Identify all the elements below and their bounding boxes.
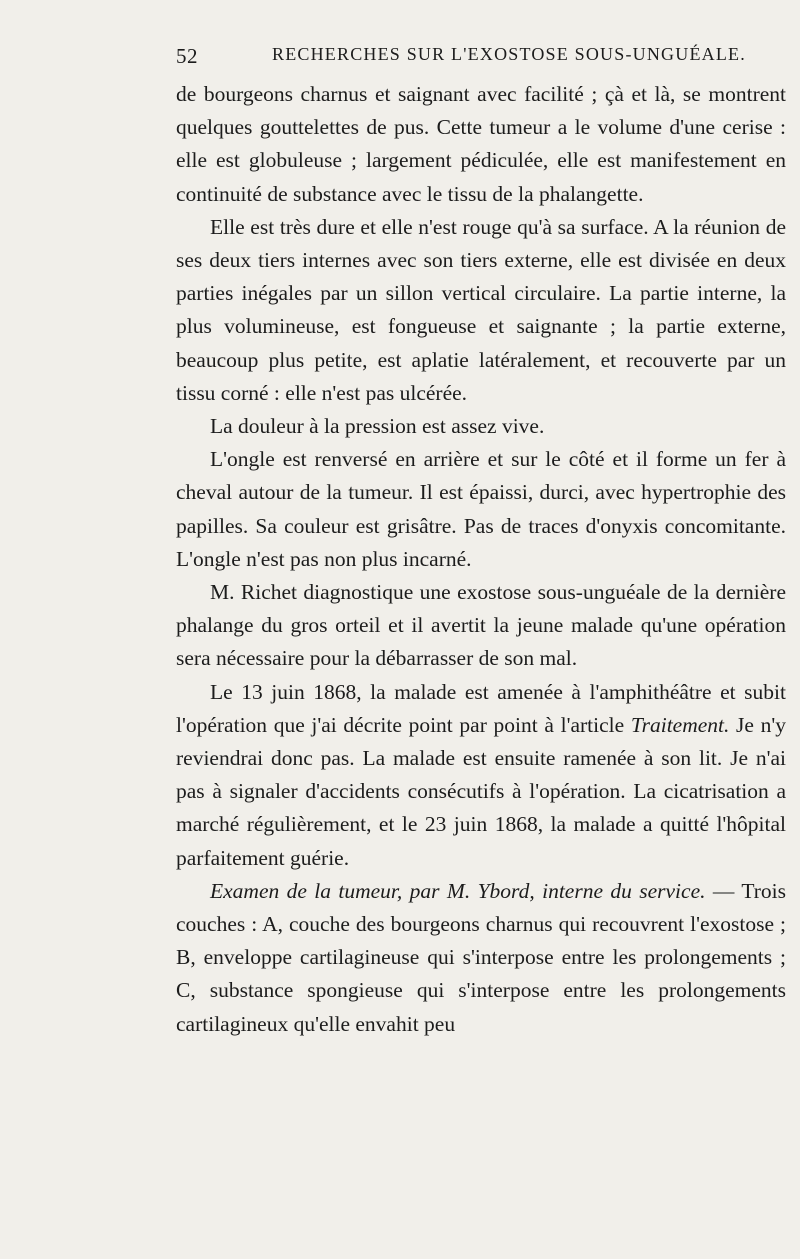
examination-heading-italic: Examen de la tumeur, par M. Ybord, interne du service. [210, 878, 706, 903]
operation-text-after: Je n'y reviendrai donc pas. La malade est ensuite ramenée à son lit. Je n'ai pas à signaler d'accidents consécutifs à l'opération. La cicatrisation a marché régulièrement, et le 23 juin 1868, la malade a quitté l'hôpital parfaitement guérie. [176, 712, 786, 870]
operation-text-before: Le 13 juin 1868, la malade est amenée à l'amphithéâtre et subit l'opération que j'ai décrite point par point à l'article [176, 679, 786, 737]
paragraph-operation [176, 676, 786, 875]
paragraph-nail: L'ongle est renversé en arrière et sur le côté et il forme un fer à cheval autour de la tumeur. Il est épaissi, durci, avec hypertrophie des papilles. Sa couleur est grisâtre. Pas de traces d'onyxis concomitante. L'ongle n'est pas non plus incarné. [176, 447, 786, 571]
running-header [176, 44, 786, 68]
page-number: 52 [176, 44, 198, 68]
paragraph-examination [176, 875, 786, 1041]
paragraph-pain: La douleur à la pression est assez vive. [210, 414, 545, 439]
paragraph-tumor-hardness: Elle est très dure et elle n'est rouge qu'à sa surface. A la réunion de ses deux tiers internes avec son tiers externe, elle est divisée en deux parties inégales par un sillon vertical circulaire. La partie interne, la plus volumineuse, est fongueuse et saignante ; la partie externe, beaucoup plus petite, est aplatie latéralement, et recouverte par un tissu corné : elle n'est pas ulcérée. [176, 214, 786, 405]
running-title: RECHERCHES SUR L'EXOSTOSE SOUS-UNGUÉALE. [272, 44, 746, 64]
examination-text: — Trois couches : A, couche des bourgeons charnus qui recouvrent l'exostose ; B, enveloppe cartilagineuse qui s'interpose entre les prolongements ; C, substance spongieuse qui s'interpose entre les prolongements cartilagineux qu'elle envahit peu [176, 878, 786, 1036]
paragraph-tumor-description: de bourgeons charnus et saignant avec facilité ; çà et là, se montrent quelques gouttelettes de pus. Cette tumeur a le volume d'une cerise : elle est globuleuse ; largement pédiculée, elle est manifestement en continuité de substance avec le tissu de la phalangette. [176, 82, 786, 206]
operation-reference-italic: Traitement. [630, 712, 730, 737]
paragraph-diagnosis: M. Richet diagnostique une exostose sous-unguéale de la dernière phalange du gros orteil et il avertit la jeune malade qu'une opération sera nécessaire pour la débarrasser de son mal. [176, 580, 786, 671]
body-text [176, 78, 786, 1041]
